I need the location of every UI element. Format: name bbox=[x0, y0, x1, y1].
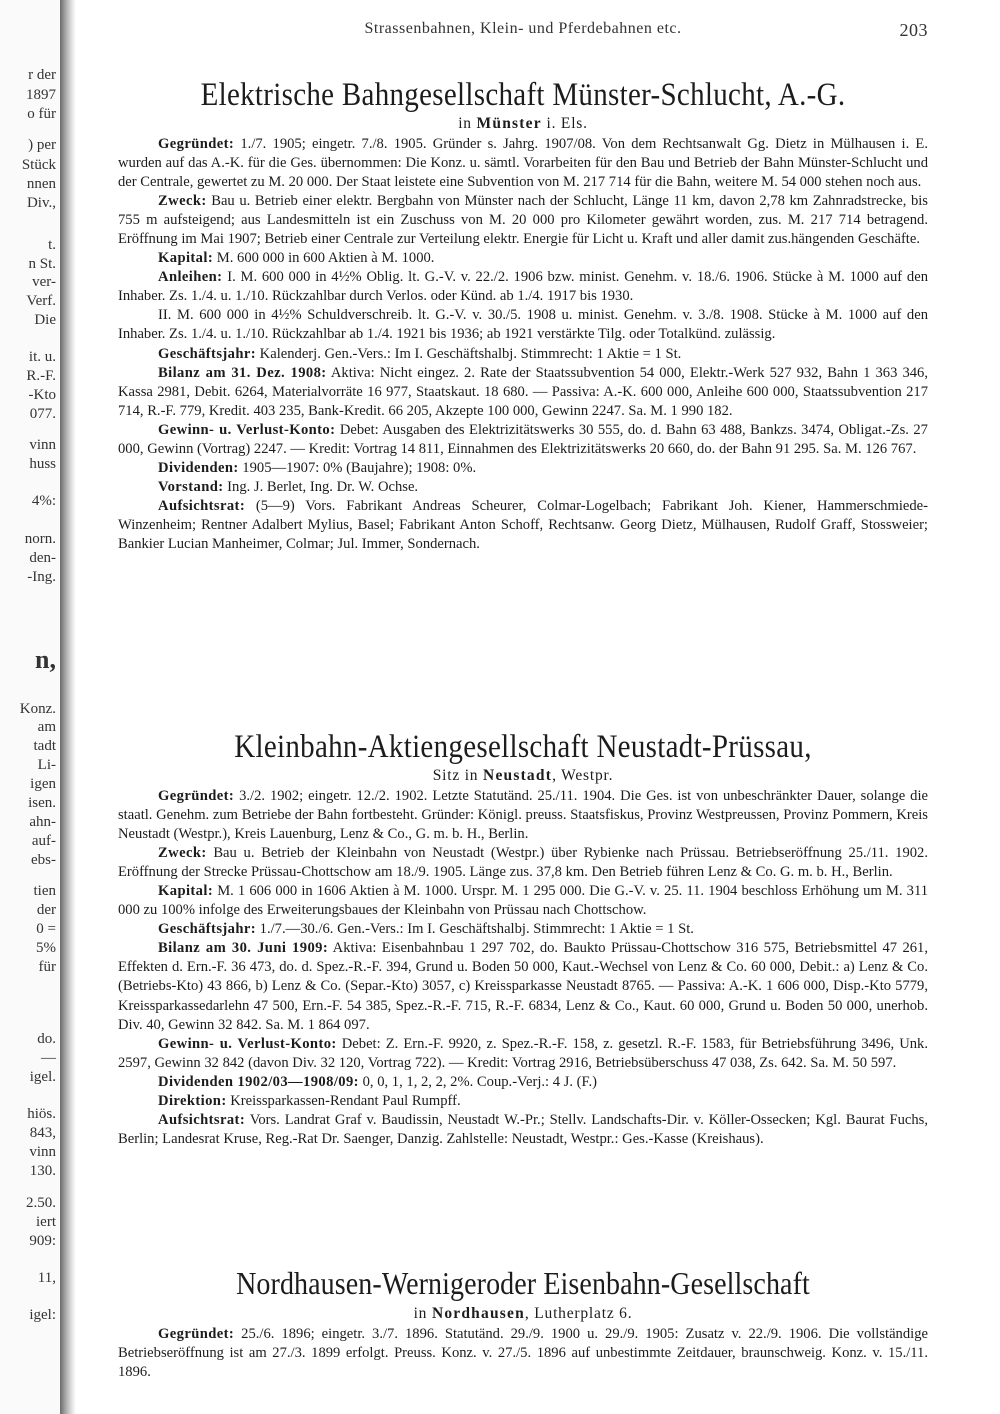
gutter-fragment: -Kto bbox=[28, 387, 56, 403]
location-city: Münster bbox=[476, 115, 542, 132]
paragraph-label: Direktion: bbox=[158, 1092, 227, 1109]
gutter-fragment: Div., bbox=[26, 195, 56, 211]
paragraph-text: Debet: Ausgaben des Elektrizitätswerks 30 555, do. d. Bahn 63 488, Bankzs. 3474, Obligat.-Zs. 27 000, Gewinn (Vortrag) 2247. — Kredit: Vortrag 14 811, Einnahmen des Elektrizitätswerks 20 660, do. der Bahn 91 295. Sa. M. 126 767. bbox=[118, 421, 928, 457]
paragraph-label: Gewinn- u. Verlust-Konto: bbox=[158, 1035, 337, 1052]
entry-body bbox=[118, 787, 928, 1149]
gutter-fragment: Verf. bbox=[26, 293, 56, 309]
paragraph-label: Dividenden: bbox=[158, 459, 239, 476]
gutter-fragment: hiös. bbox=[27, 1106, 56, 1122]
gutter-fragment: 5% bbox=[36, 940, 56, 956]
location-city: Nordhausen bbox=[431, 1305, 525, 1322]
gutter-fragment: vinn bbox=[29, 1144, 56, 1160]
paragraph-text: Vors. Landrat Graf v. Baudissin, Neustadt W.-Pr.; Stellv. Landschafts-Dir. v. Köller-Ossecken; Kgl. Baurat Fuchs, Berlin; Landesrat Kruse, Reg.-Rat Dr. Saenger, Danzig. Zahlstelle: Neustadt, Westpr.: Ges.-Kasse (Kreishaus). bbox=[118, 1111, 929, 1147]
gutter-fragment: igen bbox=[30, 776, 56, 792]
entry-paragraph bbox=[118, 192, 928, 249]
running-header bbox=[118, 20, 928, 50]
location-prefix: in bbox=[413, 1305, 428, 1322]
paragraph-text: Kreissparkassen-Rendant Paul Rumpff. bbox=[230, 1092, 461, 1109]
entry-paragraph bbox=[118, 135, 928, 192]
paragraph-label: Geschäftsjahr: bbox=[158, 921, 257, 938]
paragraph-text: Kalenderj. Gen.-Vers.: Im I. Geschäftshalbj. Stimmrecht: 1 Aktie = 1 St. bbox=[259, 345, 682, 362]
gutter-fragment: do. bbox=[37, 1031, 56, 1047]
entry-body bbox=[118, 1325, 928, 1382]
gutter-fragment: ebs- bbox=[31, 852, 56, 868]
company-location bbox=[118, 766, 928, 785]
company-entry bbox=[118, 1258, 928, 1382]
paragraph-text: Aktiva: Nicht eingez. 2. Rate der Staatssubvention 54 000, Elektr.-Werk 527 932, Bahn 1 363 346, Kassa 2981, Debit. 6264, Materialvorräte 16 977, Staatskaut. 18 680. — Passiva: A.-K. 600 000, Anleihe 600 000, Staatssubvention 217 714, R.-F. 779, Kredit. 403 235, Bank-Kredit. 66 205, Akzepte 100 000, Gewinn 2247. Sa. M. 1 990 182. bbox=[118, 364, 928, 419]
entry-paragraph bbox=[118, 1325, 928, 1382]
paragraph-label: Kapital: bbox=[158, 883, 214, 900]
paragraph-label: Bilanz am 31. Dez. 1908: bbox=[158, 364, 327, 381]
gutter-fragment: am bbox=[37, 719, 56, 735]
company-location bbox=[118, 114, 928, 133]
gutter-fragment: den- bbox=[29, 550, 56, 566]
paragraph-label: Gegründet: bbox=[158, 788, 235, 804]
gutter-fragment: r der bbox=[28, 67, 56, 83]
gutter-fragment: 130. bbox=[29, 1163, 56, 1179]
gutter-fragment: igel. bbox=[29, 1069, 56, 1085]
gutter-fragment: nnen bbox=[26, 176, 56, 192]
gutter-fragment: t. bbox=[48, 237, 56, 253]
entry-paragraph bbox=[118, 882, 928, 920]
gutter-fragment: iert bbox=[36, 1214, 56, 1230]
entry-paragraph bbox=[118, 478, 928, 497]
gutter-fragment: -Ing. bbox=[27, 569, 56, 585]
gutter-fragment: ahn- bbox=[29, 814, 56, 830]
paragraph-label: Zweck: bbox=[158, 193, 207, 210]
paragraph-label: Kapital: bbox=[158, 250, 214, 267]
location-prefix: in bbox=[458, 115, 472, 132]
paragraph-text: Bau u. Betrieb einer elektr. Bergbahn von Münster nach der Schlucht, Länge 11 km, davon 2,78 km Zahnradstrecke, bis 755 m aufsteigend; aus Landesmitteln ist ein Zuschuss von M. 20 000 pro Kilometer gewährt worden, zus. M. 217 714 betragend. Eröffnung im Mai 1907; Betrieb einer Centrale zur Verteilung elektr. Energie für Licht u. Kraft und aller damit zus.hängenden Geschäfte. bbox=[118, 193, 928, 248]
gutter-fragment: tien bbox=[33, 883, 56, 899]
location-prefix: Sitz in bbox=[432, 767, 479, 784]
entry-paragraph bbox=[118, 920, 928, 939]
paragraph-label: Gegründet: bbox=[158, 136, 235, 152]
paragraph-text: 0, 0, 1, 1, 2, 2, 2%. Coup.-Verj.: 4 J. (F.) bbox=[362, 1073, 597, 1090]
entry-body bbox=[118, 135, 928, 554]
gutter-fragment: 11, bbox=[37, 1270, 56, 1286]
gutter-fragment: 0 = bbox=[36, 921, 56, 937]
entry-paragraph bbox=[118, 364, 928, 421]
company-title: Elektrische Bahngesellschaft Münster-Schlucht, A.-G. bbox=[200, 77, 846, 113]
entry-paragraph bbox=[118, 459, 928, 478]
company-location bbox=[118, 1304, 928, 1323]
paragraph-label: Bilanz am 30. Juni 1909: bbox=[158, 940, 329, 957]
book-spine-shadow bbox=[60, 0, 76, 1414]
gutter-fragment: 909: bbox=[29, 1233, 56, 1249]
gutter-fragment: vinn bbox=[29, 437, 56, 453]
company-entry bbox=[118, 720, 928, 1149]
paragraph-text: (5—9) Vors. Fabrikant Andreas Scheurer, Colmar-Logelbach; Fabrikant Joh. Kiener, Hammerschmiede-Winzenheim; Rentner Adalbert Mylius, Basel; Fabrikant Anton Schoff, Rechtsanw. Georg Dietz, Mülhausen, Rudolf Graff, Stossweier; Bankier Lucian Manheimer, Colmar; Jul. Immer, Sondernach. bbox=[118, 497, 928, 552]
location-suffix: i. Els. bbox=[546, 115, 588, 132]
gutter-fragment: auf- bbox=[31, 833, 56, 849]
gutter-fragment: ver- bbox=[32, 274, 56, 290]
gutter-fragment: 4%: bbox=[31, 493, 56, 509]
gutter-fragment: 1897 bbox=[26, 87, 56, 103]
left-page-margin-fragments bbox=[0, 0, 62, 1414]
gutter-fragment: — bbox=[41, 1050, 56, 1066]
entry-paragraph bbox=[118, 268, 928, 306]
entry-paragraph bbox=[118, 1035, 928, 1073]
paragraph-label: Aufsichtsrat: bbox=[158, 1111, 246, 1128]
location-city: Neustadt bbox=[483, 767, 553, 784]
paragraph-text: M. 600 000 in 600 Aktien à M. 1000. bbox=[216, 250, 435, 267]
paragraph-text: I. M. 600 000 in 4½% Oblig. lt. G.-V. v. 22./2. 1906 bzw. minist. Genehm. v. 18./6. 1906. Stücke à M. 1000 auf den Inhaber. Zs. 1./4. u. 1./10. Rückzahlbar durch Verlos. oder Künd. ab 1./4. 1917 bis 1930. bbox=[118, 269, 928, 305]
paragraph-text: Bau u. Betrieb der Kleinbahn von Neustadt (Westpr.) über Rybienke nach Prüssau. Betriebseröffnung 25./11. 1902. Eröffnung der Strecke Prüssau-Chottschow am 18./9. 1905. Länge zus. 37,8 km. Den Betrieb führen Lenz & Co. G. m. b. H., Berlin. bbox=[118, 845, 928, 881]
paragraph-text: Debet: Z. Ern.-F. 9920, z. Spez.-R.-F. 158, z. gesetzl. R.-F. 1583, für Betriebsführung 3496, Unk. 2597, Gewinn 32 842 (davon Div. 32 120, Vortrag 722). — Kredit: Vortrag 2916, Betriebsüberschuss 47 038, Zs. 642. Sa. M. 50 597. bbox=[118, 1035, 928, 1071]
entry-paragraph bbox=[118, 787, 928, 844]
gutter-fragment: tadt bbox=[33, 738, 56, 754]
gutter-fragment: 2.50. bbox=[26, 1195, 56, 1211]
paragraph-label: Zweck: bbox=[158, 845, 207, 862]
entry-paragraph bbox=[118, 844, 928, 882]
paragraph-label: Vorstand: bbox=[158, 478, 224, 495]
book-page bbox=[118, 20, 929, 1381]
gutter-fragment: o für bbox=[27, 106, 56, 122]
entry-paragraph bbox=[118, 939, 928, 1034]
gutter-fragment: 843, bbox=[29, 1125, 56, 1141]
company-entry bbox=[118, 68, 928, 554]
gutter-fragment: Li- bbox=[37, 757, 56, 773]
gutter-fragment: der bbox=[36, 902, 56, 918]
paragraph-text: M. 1 606 000 in 1606 Aktien à M. 1000. Urspr. M. 1 295 000. Die G.-V. v. 25. 11. 1904 beschloss Erhöhung um M. 311 000 zu 100% infolge des Erweiterungsbaues der Kleinbahn von Prüssau nach Chottschow. bbox=[118, 883, 928, 919]
paragraph-text: 25./6. 1896; eingetr. 3./7. 1896. Statutänd. 29./9. 1900 u. 29./9. 1905: Zusatz v. 22./9. 1906. Die vollständige Betriebseröffnung ist am 27./3. 1899 erfolgt. Preuss. Konz. v. 27./5. 1896 auf unbestimmte Zeitdauer, braunschweig. Konz. v. 15./11. 1896. bbox=[118, 1326, 928, 1381]
gutter-fragment: igel: bbox=[29, 1307, 56, 1323]
paragraph-text: Ing. J. Berlet, Ing. Dr. W. Ochse. bbox=[227, 478, 419, 495]
company-title: Kleinbahn-Aktiengesellschaft Neustadt-Prüssau, bbox=[234, 729, 812, 765]
page-number: 203 bbox=[899, 20, 928, 40]
gutter-fragment: Die bbox=[34, 312, 56, 328]
paragraph-label: Dividenden 1902/03—1908/09: bbox=[158, 1073, 359, 1090]
gutter-fragment: n, bbox=[35, 645, 56, 674]
gutter-fragment: für bbox=[38, 959, 56, 975]
paragraph-text: 1./7.—30./6. Gen.-Vers.: Im I. Geschäftshalbj. Stimmrecht: 1 Aktie = 1 St. bbox=[259, 921, 694, 938]
paragraph-label: Geschäftsjahr: bbox=[158, 345, 257, 362]
gutter-fragment: n St. bbox=[28, 256, 56, 272]
running-title: Strassenbahnen, Klein- und Pferdebahnen etc. bbox=[364, 20, 682, 37]
gutter-fragment: huss bbox=[29, 456, 56, 472]
paragraph-label: Anleihen: bbox=[158, 269, 223, 286]
location-suffix: , Westpr. bbox=[552, 767, 614, 784]
gutter-fragment: 077. bbox=[29, 406, 56, 422]
gutter-fragment: R.-F. bbox=[26, 368, 56, 384]
company-title: Nordhausen-Wernigeroder Eisenbahn-Gesellschaft bbox=[236, 1267, 810, 1302]
gutter-fragment: norn. bbox=[24, 531, 56, 547]
paragraph-label: Gewinn- u. Verlust-Konto: bbox=[158, 421, 336, 438]
paragraph-text: 1905—1907: 0% (Baujahre); 1908: 0%. bbox=[242, 459, 477, 476]
paragraph-label: Gegründet: bbox=[158, 1326, 235, 1342]
gutter-fragment: isen. bbox=[28, 795, 56, 811]
location-suffix: , Lutherplatz 6. bbox=[524, 1305, 633, 1322]
entry-paragraph bbox=[118, 1092, 928, 1111]
entry-paragraph bbox=[118, 1073, 928, 1092]
gutter-fragment: Konz. bbox=[19, 701, 56, 717]
gutter-fragment: Stück bbox=[21, 157, 56, 173]
paragraph-label: Aufsichtsrat: bbox=[158, 497, 246, 514]
entry-paragraph bbox=[118, 1111, 928, 1149]
paragraph-text: II. M. 600 000 in 4½% Schuldverschreib. lt. G.-V. v. 30./5. 1908 u. minist. Genehm. v. 3./8. 1908. Stücke à M. 1000 auf den Inhaber. Zs. 1./4. u. 1./10. Rückzahlbar ab 1./4. 1921 bis 1936; ab 1921 verstärkte Tilg. oder Totalkünd. zulässig. bbox=[118, 307, 928, 343]
gutter-fragment: ) per bbox=[28, 137, 56, 153]
entry-paragraph bbox=[118, 497, 928, 554]
entry-paragraph bbox=[118, 421, 928, 459]
paragraph-text: 3./2. 1902; eingetr. 12./2. 1902. Letzte Statutänd. 25./11. 1904. Die Ges. ist von unbeschränkter Dauer, solange die staatl. Genehm. zum Betriebe der Bahn fortbesteht. Gründer: Königl. preuss. Staatsfiskus, Provinz Westpreussen, Provinz Pommern, Kreis Neustadt (Westpr.), Kreis Lauenburg, Lenz & Co., G. m. b. H., Berlin. bbox=[118, 788, 928, 843]
entry-paragraph bbox=[118, 249, 928, 268]
entry-paragraph bbox=[118, 345, 928, 364]
paragraph-text: Aktiva: Eisenbahnbau 1 297 702, do. Baukto Prüssau-Chottschow 316 575, Betriebsmittel 47 261, Effekten d. Ern.-F. 36 473, do. d. Spez.-R.-F. 394, Grund u. Boden 50 000, Kaut.-Wechsel von Lenz & Co. 60 000, Debit.: a) Lenz & Co. (Betriebs-Kto) 43 866, b) Lenz & Co. (Separ.-Kto) 3057, c) Kreissparkasse Neustadt 8765. — Passiva: A.-K. 1 606 000, Disp.-Kto 5779, Kreissparkassedarlehn 47 500, Ern.-F. 54 385, Spez.-R.-F. 715, R.-F. 6834, Lenz & Co., Kaut. 60 000, Grund u. Boden 50 000, unerhob. Div. 40, Gewinn 32 842. Sa. M. 1 864 097. bbox=[118, 940, 928, 1033]
paragraph-text: 1./7. 1905; eingetr. 7./8. 1905. Gründer s. Jahrg. 1907/08. Von dem Rechtsanwalt Gg. Dietz in Mülhausen i. E. wurden auf das A.-K. für die Ges. übernommen: Die Konz. u. sämtl. Vorarbeiten für den Bau und Betrieb der Bahn Münster-Schlucht und der Centrale, gewertet zu M. 20 000. Der Staat leistete eine Subvention von M. 217 714 für die Bahn, weitere M. 54 000 stehen noch aus. bbox=[118, 136, 928, 191]
gutter-fragment: it. u. bbox=[28, 349, 56, 365]
entry-paragraph bbox=[118, 306, 928, 344]
